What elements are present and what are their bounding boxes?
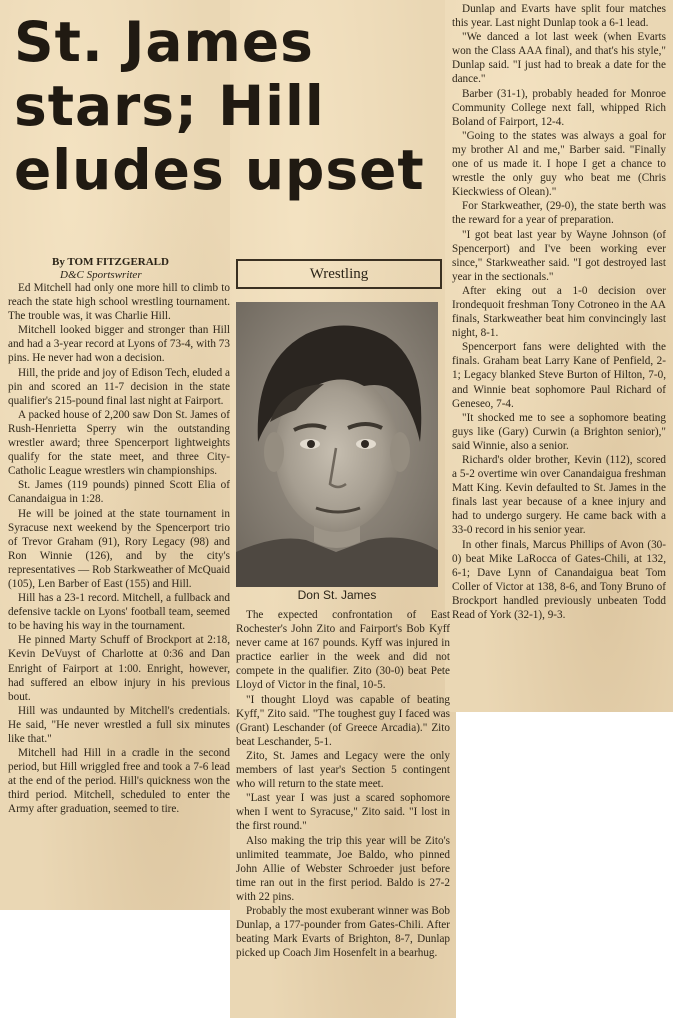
paragraph: Hill has a 23-1 record. Mitchell, a fullback and defensive tackle on Lyons' football team, seemed to be having his way in the tournament.	[8, 592, 230, 633]
paragraph: Zito, St. James and Legacy were the only members of last year's Section 5 contingent who will return to the state meet.	[236, 749, 450, 791]
paragraph: "Last year I was just a scared sophomore when I went to Syracuse," Zito said. "I lost in the first round."	[236, 792, 450, 833]
paragraph: Richard's older brother, Kevin (112), scored a 5-2 overtime win over Canandaigua freshman Matt King. Kevin defaulted to St. James in the finals last year because of a knee injury and had to undergo surgery. He came back with a 33-0 record in his senior year.	[452, 454, 666, 537]
article-column-middle	[236, 608, 450, 960]
paragraph: "It shocked me to see a sophomore beating guys like (Gary) Curwin (a Brighton senior)," said Winnie, also a senior.	[452, 411, 666, 452]
section-label-box	[236, 259, 442, 289]
paragraph: "I thought Lloyd was capable of beating Kyff," Zito said. "The toughest guy I faced was (Grant) Leschander (of Greece Arcadia)." Zito beat Leschander, 5-1.	[236, 693, 450, 748]
paragraph: A packed house of 2,200 saw Don St. James of Rush-Henrietta Sperry win the outstanding wrestler award; three Spencerport lightweights qualify for the state meet, and three City-Catholic League wrestlers win championships.	[8, 408, 230, 478]
paragraph: Hill was undaunted by Mitchell's credentials. He said, "He never wrestled a full six minutes like that."	[8, 704, 230, 745]
paragraph: Barber (31-1), probably headed for Monroe Community College next fall, whipped Rich Boland of Fairport, 12-4.	[452, 87, 666, 128]
paragraph: After eking out a 1-0 decision over Irondequoit freshman Tony Cotroneo in the AA finals, Starkweather beat him convincingly last night, 8-1.	[452, 284, 666, 340]
paragraph: Mitchell had Hill in a cradle in the second period, but Hill wriggled free and took a 7-6 lead at the end of the period. Hill's quickness won the third period. Mitchell, scheduled to enter the Army after graduation, seemed to tire.	[8, 747, 230, 816]
paragraph: Also making the trip this year will be Zito's unlimited teammate, Joe Baldo, who pinned John Allie of Webster Schroeder just before time ran out in the first period. Baldo is 27-2 with 22 pins.	[236, 834, 450, 903]
article-column-left	[8, 281, 230, 817]
portrait-photo	[236, 302, 438, 587]
byline: By TOM FITZGERALD	[52, 256, 169, 268]
paragraph: In other finals, Marcus Phillips of Avon (30-0) beat Mike LaRocca of Gates-Chili, at 132, 6-1; Dave Lynn of Canandaigua beat Tom Coller of Victor at 138, 8-6, and Tony Bruno of Brockport handled previously unbeaten Todd Read of York (32-1), 9-3.	[452, 538, 666, 622]
paragraph: The expected confrontation of East Rochester's John Zito and Fairport's Bob Kyff never came at 167 pounds. Kyff was injured in practice earlier in the week and did not compete in the qualifier. Zito (30-0) beat Pete Lloyd of Victor in the final, 10-5.	[236, 609, 450, 692]
section-label: Wrestling	[309, 265, 369, 282]
paragraph: Hill, the pride and joy of Edison Tech, eluded a pin and scored an 11-7 decision in the state qualifier's 215-pound final last night at Fairport.	[8, 366, 230, 407]
paragraph: Dunlap and Evarts have split four matches this year. Last night Dunlap took a 6-1 lead.	[452, 3, 666, 30]
byline-block	[52, 256, 232, 282]
paragraph: St. James (119 pounds) pinned Scott Elia of Canandaigua in 1:28.	[8, 479, 230, 506]
paragraph: Mitchell looked bigger and stronger than Hill and had a 3-year record at Lyons of 73-4, with 73 pins. He never had won a decision.	[8, 324, 230, 365]
paragraph: He will be joined at the state tournament in Syracuse next weekend by the Spencerport trio of Trevor Graham (91), Rory Legacy (98) and Ron Winnie (126), and by the city's representatives — Rob Starkweather of McQuaid (105), Len Barber of East (155) and Hill.	[8, 507, 230, 590]
paragraph: "Going to the states was always a goal for my brother Al and me," Barber said. "Finally one of us made it. I hope I get a chance to wrestle the only guy who beat me (Chris Kieckwiess of Olean)."	[452, 129, 666, 199]
article-column-right	[452, 2, 666, 622]
headline	[14, 10, 434, 202]
photo-caption: Don St. James	[297, 588, 377, 602]
headline-line-2: stars; Hill	[14, 74, 325, 138]
paragraph: He pinned Marty Schuff of Brockport at 2:18, Kevin DeVuyst of Charlotte at 0:36 and Dan Enright of Fairport at 1:00. Enright, however, had suffered an elbow injury in his previous bout.	[8, 634, 230, 703]
paragraph: Spencerport fans were delighted with the finals. Graham beat Larry Kane of Penfield, 2-1; Legacy blanked Steve Burton of Hilton, 7-0, and Winnie beat sophomore Paul Richard of Geneseo, 7-4.	[452, 341, 666, 410]
paragraph: "I got beat last year by Wayne Johnson (of Spencerport) and I've been working ever since," Starkweather said. "I got destroyed last year in the sectionals."	[452, 228, 666, 283]
headline-line-1: St. James	[14, 10, 314, 74]
paragraph: For Starkweather, (29-0), the state berth was the reward for a year of preparation.	[452, 200, 666, 227]
paragraph: "We danced a lot last week (when Evarts won the Class AAA final), and that's his style," Dunlap said. "I just had to break a date for the dance."	[452, 31, 666, 86]
headline-line-3: eludes upset	[14, 138, 425, 202]
byline-role: D&C Sportswriter	[60, 269, 142, 281]
paragraph: Ed Mitchell had only one more hill to climb to reach the state high school wrestling tournament. The trouble was, it was Charlie Hill.	[8, 282, 230, 323]
paragraph: Probably the most exuberant winner was Bob Dunlap, a 177-pounder from Gates-Chili. After beating Mark Evarts of Brighton, 8-7, Dunlap picked up Coach Jim Hosenfelt in a bearhug.	[236, 904, 450, 960]
